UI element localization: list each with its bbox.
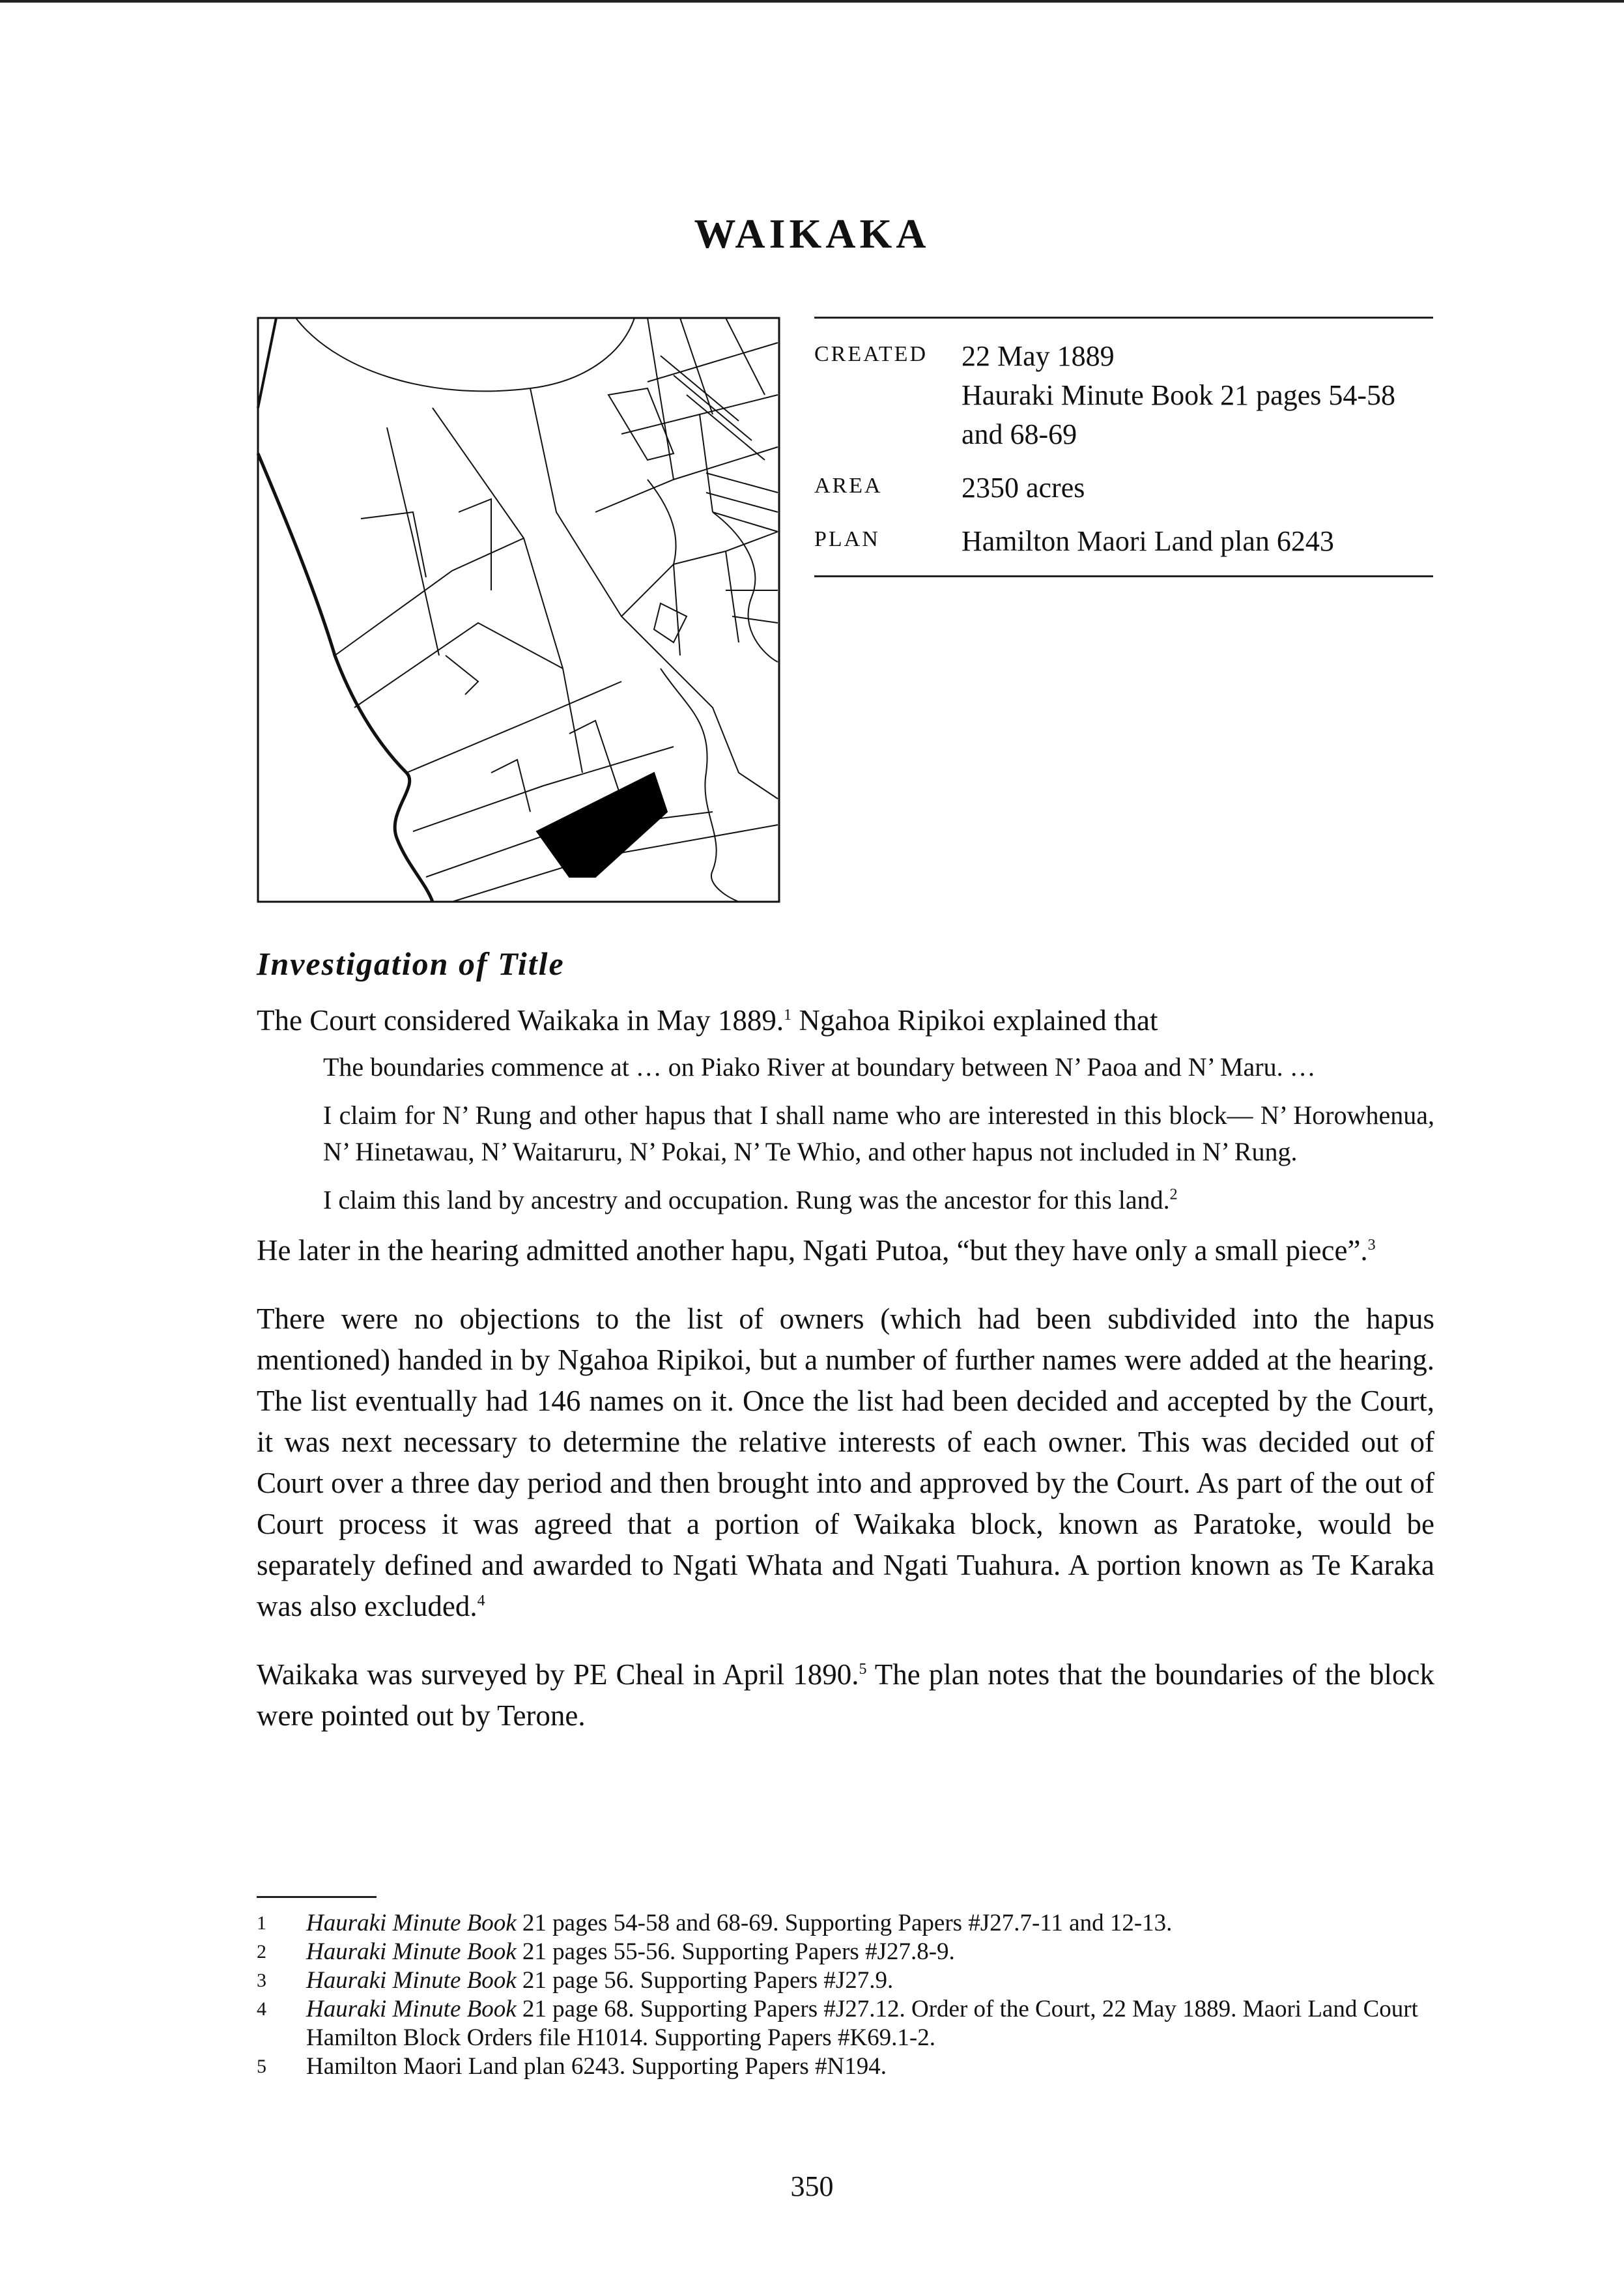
footnote-2 bbox=[257, 1938, 1434, 1966]
footnote-source-title: Hauraki Minute Book bbox=[306, 1910, 517, 1936]
quote-3-text: I claim this land by ancestry and occupation. Rung was the ancestor for this land. bbox=[323, 1185, 1170, 1214]
block-location-map bbox=[257, 317, 780, 903]
footnotes bbox=[257, 1909, 1434, 2081]
info-row-area bbox=[814, 468, 1433, 508]
body-text bbox=[257, 1000, 1434, 1736]
footnote-number: 3 bbox=[257, 1970, 266, 1991]
created-source: Hauraki Minute Book 21 pages 54-58 bbox=[962, 379, 1395, 411]
footnote-detail: 21 page 68. Supporting Papers #J27.12. Order of the Court, 22 May 1889. Maori Land Court Hamilton Block Orders file H1014. Supporting Papers #K69.1-2. bbox=[306, 1996, 1418, 2051]
area-label: AREA bbox=[814, 474, 883, 498]
footnote-ref-4: 4 bbox=[477, 1592, 485, 1609]
footnote-3 bbox=[257, 1966, 1434, 1995]
map-drawing bbox=[257, 317, 780, 903]
footnote-4 bbox=[257, 1995, 1434, 2052]
intro-text: The Court considered Waikaka in May 1889. bbox=[257, 1004, 784, 1037]
created-values bbox=[962, 337, 1433, 454]
area-value: 2350 acres bbox=[962, 472, 1085, 504]
info-row-plan bbox=[814, 522, 1433, 561]
created-source-pages: and 68-69 bbox=[962, 418, 1077, 450]
footnote-ref-3: 3 bbox=[1367, 1237, 1376, 1254]
footnote-text bbox=[306, 1938, 1434, 1966]
intro-paragraph bbox=[257, 1000, 1434, 1041]
footnote-text bbox=[306, 1909, 1434, 1938]
footnote-text bbox=[306, 2052, 1434, 2081]
footnote-ref-2: 2 bbox=[1169, 1186, 1178, 1203]
paragraph-2 bbox=[257, 1299, 1434, 1627]
plan-label: PLAN bbox=[814, 527, 880, 551]
footnote-divider bbox=[257, 1896, 377, 1898]
paragraph-3-text-end: The plan notes that the boundaries of the block were pointed out by Terone. bbox=[257, 1658, 1434, 1732]
block-quote bbox=[257, 1049, 1434, 1218]
paragraph-1 bbox=[257, 1230, 1434, 1271]
footnote-number: 1 bbox=[257, 1912, 266, 1934]
quote-paragraph-3 bbox=[323, 1182, 1434, 1218]
paragraph-3-text: Waikaka was surveyed by PE Cheal in April 1890. bbox=[257, 1658, 859, 1691]
footnote-number: 5 bbox=[257, 2056, 266, 2077]
paragraph-3 bbox=[257, 1654, 1434, 1736]
block-info-table bbox=[814, 317, 1433, 577]
paragraph-2-text: There were no objections to the list of owners (which had been subdivided into the hapus mentioned) handed in by Ngahoa Ripikoi, but a number of further names were added at the hearing. The list eventually had 146 names on it. Once the list had been decided and accepted by the Court, it was next necessary to determine the relative interests of each owner. This was decided out of Court over a three day period and then brought into and approved by the Court. As part of the out of Court process it was agreed that a portion of Waikaka block, known as Paratoke, would be separately defined and awarded to Ngati Whata and Ngati Tuahura. A portion known as Te Karaka was also excluded. bbox=[257, 1302, 1434, 1622]
footnote-detail: 21 page 56. Supporting Papers #J27.9. bbox=[516, 1967, 894, 1994]
footnote-detail: 21 pages 55-56. Supporting Papers #J27.8-9. bbox=[516, 1938, 955, 1965]
footnote-detail: 21 pages 54-58 and 68-69. Supporting Papers #J27.7-11 and 12-13. bbox=[516, 1910, 1173, 1936]
footnote-number: 4 bbox=[257, 1998, 266, 2020]
footnote-source-title: Hauraki Minute Book bbox=[306, 1967, 517, 1994]
footnote-source-title: Hauraki Minute Book bbox=[306, 1996, 517, 2022]
footnote-text bbox=[306, 1995, 1434, 2052]
page-title: WAIKAKA bbox=[694, 210, 930, 257]
top-border-rule bbox=[0, 0, 1624, 3]
info-row-created bbox=[814, 337, 1433, 454]
footnote-1 bbox=[257, 1909, 1434, 1938]
created-label: CREATED bbox=[814, 342, 928, 366]
created-date: 22 May 1889 bbox=[962, 340, 1115, 372]
page-number: 350 bbox=[790, 2170, 834, 2202]
footnote-source-title: Hauraki Minute Book bbox=[306, 1938, 517, 1965]
intro-text-end: Ngahoa Ripikoi explained that bbox=[791, 1004, 1158, 1037]
footnote-5 bbox=[257, 2052, 1434, 2081]
footnote-ref-5: 5 bbox=[859, 1661, 867, 1678]
footnote-detail: Hamilton Maori Land plan 6243. Supporting Papers #N194. bbox=[306, 2053, 887, 2080]
plan-value: Hamilton Maori Land plan 6243 bbox=[962, 525, 1334, 557]
footnote-number: 2 bbox=[257, 1941, 266, 1962]
quote-paragraph-1: The boundaries commence at … on Piako River at boundary between N’ Paoa and N’ Maru. … bbox=[323, 1052, 1316, 1082]
section-heading: Investigation of Title bbox=[257, 945, 565, 982]
footnote-text bbox=[306, 1966, 1434, 1995]
footnote-ref-1: 1 bbox=[784, 1007, 792, 1024]
paragraph-1-text: He later in the hearing admitted another hapu, Ngati Putoa, “but they have only a small piece”. bbox=[257, 1234, 1368, 1267]
quote-paragraph-2: I claim for N’ Rung and other hapus that I shall name who are interested in this block— N’ Horowhenua, N’ Hinetawau, N’ Waitaruru, N’ Pokai, N’ Te Whio, and other hapus not included in N’ Rung. bbox=[323, 1100, 1434, 1166]
